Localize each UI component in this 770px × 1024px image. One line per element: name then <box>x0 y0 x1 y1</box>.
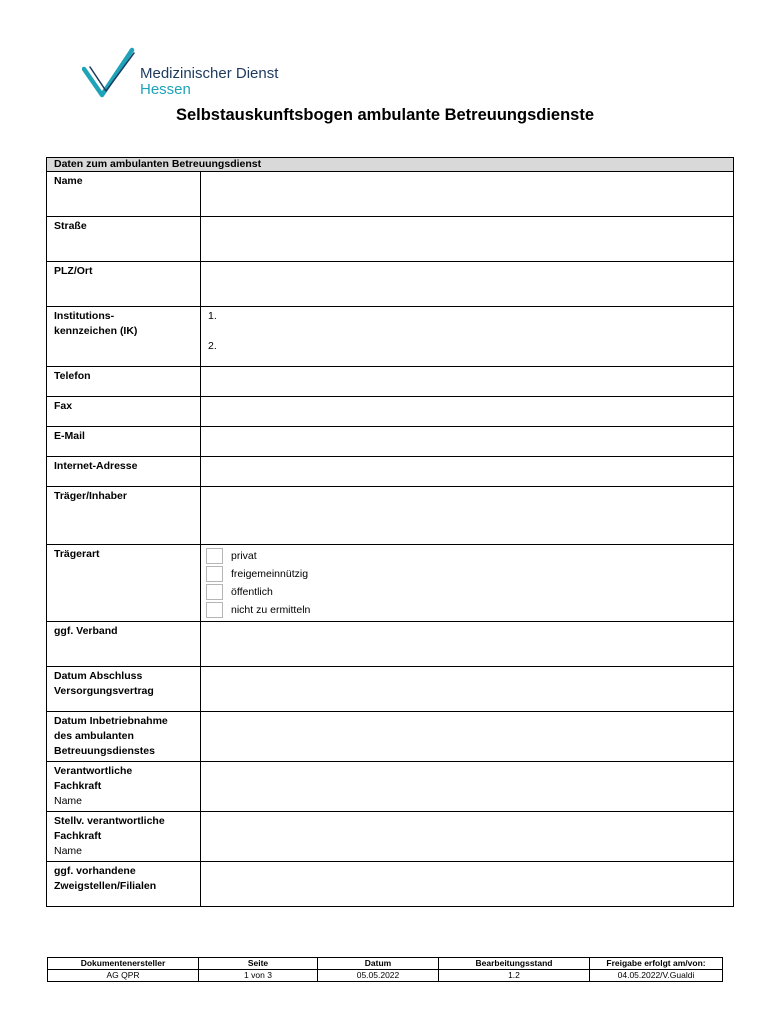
label-verband: ggf. Verband <box>47 622 201 667</box>
logo-text-line1: Medizinischer Dienst <box>140 65 279 82</box>
checkbox-freigemeinnuetzig[interactable] <box>206 566 223 582</box>
field-telefon[interactable] <box>201 367 734 397</box>
document-footer-table <box>47 957 723 982</box>
label-svf-sub: Name <box>54 845 83 857</box>
field-internet[interactable] <box>201 457 734 487</box>
label-verantwortliche-fachkraft <box>47 762 201 812</box>
field-email[interactable] <box>201 427 734 457</box>
logo <box>82 47 312 103</box>
label-plz-ort: PLZ/Ort <box>47 262 201 307</box>
section-header: Daten zum ambulanten Betreuungsdienst <box>47 158 734 172</box>
ik-entry-2: 2. <box>208 340 217 352</box>
option-nicht-zu-ermitteln[interactable] <box>206 601 726 619</box>
label-svf-line1: Stellv. verantwortliche <box>54 815 165 827</box>
checkbox-nicht-zu-ermitteln[interactable] <box>206 602 223 618</box>
label-vf-sub: Name <box>54 795 83 807</box>
field-verantwortliche-fachkraft[interactable] <box>201 762 734 812</box>
ik-entry-1: 1. <box>208 310 217 322</box>
label-abschluss-line1: Datum Abschluss <box>54 670 143 682</box>
label-ik <box>47 307 201 367</box>
label-ik-line2: kennzeichen (IK) <box>54 325 138 337</box>
label-strasse: Straße <box>47 217 201 262</box>
footer-value-bearbeitungsstand: 1.2 <box>439 970 590 982</box>
field-zweigstellen[interactable] <box>201 862 734 907</box>
checkbox-oeffentlich[interactable] <box>206 584 223 600</box>
label-svf-line2: Fachkraft <box>54 830 102 842</box>
label-stellv-fachkraft <box>47 812 201 862</box>
footer-header-seite: Seite <box>199 958 318 970</box>
field-stellv-fachkraft[interactable] <box>201 812 734 862</box>
option-oeffentlich[interactable] <box>206 583 726 601</box>
field-abschluss[interactable] <box>201 667 734 712</box>
field-ik[interactable] <box>201 307 734 367</box>
field-traeger[interactable] <box>201 487 734 545</box>
field-plz-ort[interactable] <box>201 262 734 307</box>
label-vf-line1: Verantwortliche <box>54 765 133 777</box>
label-inbetriebnahme <box>47 712 201 762</box>
option-label-nicht-zu-ermitteln: nicht zu ermitteln <box>231 604 311 616</box>
footer-value-ersteller: AG QPR <box>48 970 199 982</box>
service-data-table <box>46 157 734 907</box>
label-internet: Internet-Adresse <box>47 457 201 487</box>
label-zweigstellen <box>47 862 201 907</box>
option-privat[interactable] <box>206 547 726 565</box>
label-abschluss <box>47 667 201 712</box>
label-vf-line2: Fachkraft <box>54 780 102 792</box>
label-inbetrieb-line3: Betreuungsdienstes <box>54 745 155 757</box>
footer-header-ersteller: Dokumentenersteller <box>48 958 199 970</box>
label-fax: Fax <box>47 397 201 427</box>
footer-header-bearbeitungsstand: Bearbeitungsstand <box>439 958 590 970</box>
label-traeger: Träger/Inhaber <box>47 487 201 545</box>
logo-mark-icon <box>82 47 142 103</box>
footer-header-freigabe: Freigabe erfolgt am/von: <box>590 958 723 970</box>
checkbox-privat[interactable] <box>206 548 223 564</box>
traegerart-options <box>201 545 734 622</box>
label-telefon: Telefon <box>47 367 201 397</box>
field-fax[interactable] <box>201 397 734 427</box>
label-email: E-Mail <box>47 427 201 457</box>
option-freigemeinnuetzig[interactable] <box>206 565 726 583</box>
label-inbetrieb-line1: Datum Inbetriebnahme <box>54 715 168 727</box>
label-name: Name <box>47 172 201 217</box>
field-name[interactable] <box>201 172 734 217</box>
option-label-oeffentlich: öffentlich <box>231 586 273 598</box>
logo-text-line2: Hessen <box>140 81 191 98</box>
label-ik-line1: Institutions- <box>54 310 115 322</box>
option-label-freigemeinnuetzig: freigemeinnützig <box>231 568 309 580</box>
footer-value-freigabe: 04.05.2022/V.Gualdi <box>590 970 723 982</box>
field-strasse[interactable] <box>201 217 734 262</box>
page-title: Selbstauskunftsbogen ambulante Betreuungsdienste <box>175 106 595 124</box>
label-zweig-line2: Zweigstellen/Filialen <box>54 880 157 892</box>
field-inbetriebnahme[interactable] <box>201 712 734 762</box>
label-traegerart: Trägerart <box>47 545 201 622</box>
field-verband[interactable] <box>201 622 734 667</box>
option-label-privat: privat <box>231 550 257 562</box>
footer-header-datum: Datum <box>318 958 439 970</box>
label-abschluss-line2: Versorgungsvertrag <box>54 685 154 697</box>
label-inbetrieb-line2: des ambulanten <box>54 730 134 742</box>
footer-value-datum: 05.05.2022 <box>318 970 439 982</box>
label-zweig-line1: ggf. vorhandene <box>54 865 136 877</box>
footer-value-seite: 1 von 3 <box>199 970 318 982</box>
